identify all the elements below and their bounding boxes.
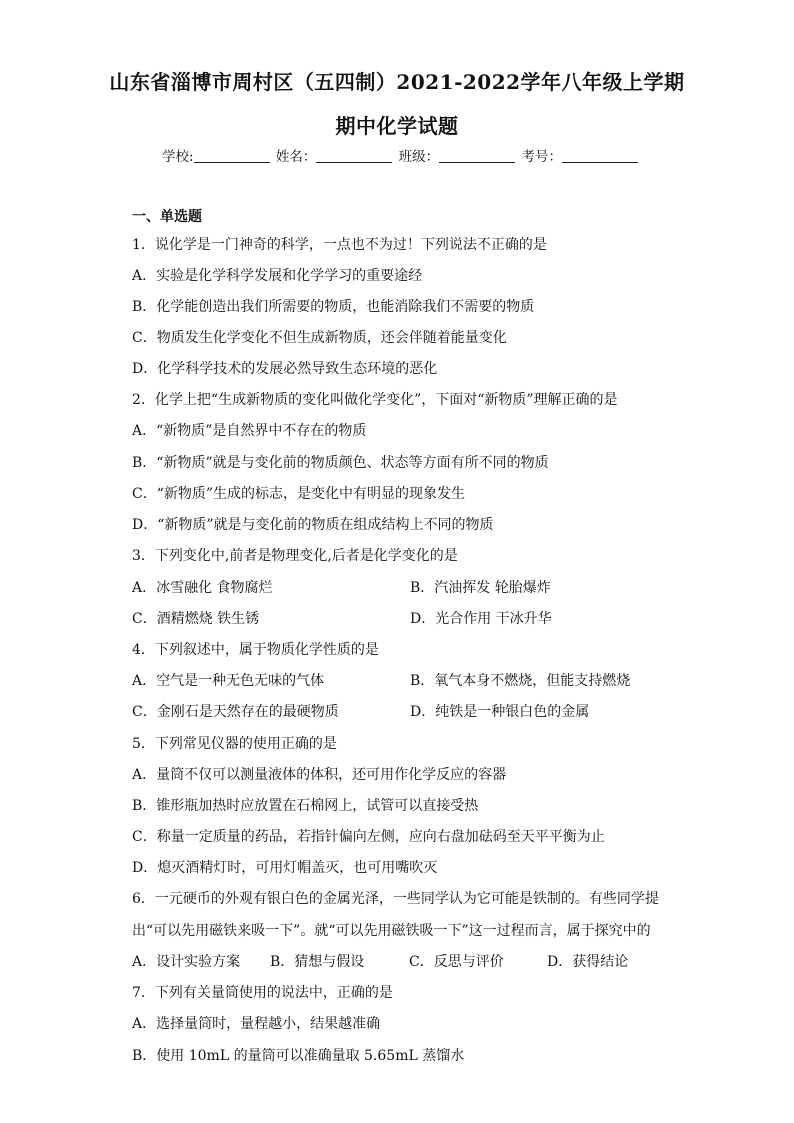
exam-title-line2: 期中化学试题 <box>335 114 459 138</box>
number-blank[interactable] <box>562 149 638 163</box>
school-label: 学校: <box>162 149 194 165</box>
question-4-option-b: B．氧气本身不燃烧，但能支持燃烧 <box>410 673 631 689</box>
exam-title-line1: 山东省淄博市周村区（五四制）2021-2022学年八年级上学期 <box>109 70 685 94</box>
question-3-stem: 3．下列变化中,前者是物理变化,后者是化学变化的是 <box>132 548 458 564</box>
question-2-option-c: C．“新物质”生成的标志，是变化中有明显的现象发生 <box>132 486 466 502</box>
name-label: 姓名： <box>275 149 317 165</box>
section-heading: 一、单选题 <box>132 209 202 225</box>
question-1-option-a: A．实验是化学科学发展和化学学习的重要途经 <box>132 268 423 284</box>
question-6-option-d: D．获得结论 <box>547 954 629 970</box>
school-blank[interactable] <box>194 149 270 163</box>
student-info-row <box>162 145 640 165</box>
question-1-option-c: C．物质发生化学变化不但生成新物质，还会伴随着能量变化 <box>132 330 507 346</box>
number-label: 考号： <box>521 149 562 165</box>
question-2-option-a: A．“新物质”是自然界中不存在的物质 <box>132 423 367 439</box>
question-6-stem: 6．一元硬币的外观有银白色的金属光泽，一些同学认为它可能是铁制的。有些同学提 <box>132 891 659 907</box>
question-4-option-d: D．纯铁是一种银白色的金属 <box>410 704 590 720</box>
question-6-stem-continued: 出“可以先用磁铁来吸一下”。就“可以先用磁铁吸一下”这一过程而言，属于探究中的 <box>132 923 651 939</box>
name-blank[interactable] <box>316 149 392 163</box>
question-5-option-a: A．量筒不仅可以测量液体的体积，还可用作化学反应的容器 <box>132 767 507 783</box>
question-5-stem: 5．下列常见仪器的使用正确的是 <box>132 736 337 752</box>
question-4-option-a: A．空气是一种无色无味的气体 <box>132 673 325 689</box>
question-1-option-b: B．化学能创造出我们所需要的物质，也能消除我们不需要的物质 <box>132 299 535 315</box>
question-7-option-a: A．选择量筒时，量程越小，结果越准确 <box>132 1016 381 1032</box>
question-5-option-c: C．称量一定质量的药品，若指针偏向左侧，应向右盘加砝码至天平平衡为止 <box>132 829 605 845</box>
question-6-option-c: C．反思与评价 <box>409 954 504 970</box>
question-5-option-b: B．锥形瓶加热时应放置在石棉网上，试管可以直接受热 <box>132 798 479 814</box>
question-7-stem: 7．下列有关量筒使用的说法中，正确的是 <box>132 985 393 1001</box>
question-2-option-b: B．“新物质”就是与变化前的物质颜色、状态等方面有所不同的物质 <box>132 455 549 471</box>
question-6-options-row <box>132 951 628 971</box>
question-1-stem: 1．说化学是一门神奇的科学，一点也不为过！下列说法不正确的是 <box>132 237 547 253</box>
question-4-stem: 4．下列叙述中，属于物质化学性质的是 <box>132 642 379 658</box>
question-6-option-b: B．猜想与假设 <box>270 954 365 970</box>
question-3-option-b: B．汽油挥发 轮胎爆炸 <box>410 580 551 596</box>
question-2-stem: 2．化学上把“生成新物质的变化叫做化学变化”，下面对“新物质”理解正确的是 <box>132 392 618 408</box>
class-label: 班级： <box>398 149 440 165</box>
question-1-option-d: D．化学科学技术的发展必然导致生态环境的恶化 <box>132 361 438 377</box>
question-6-option-a: A．设计实验方案 <box>132 954 241 970</box>
question-3-option-a: A．冰雪融化 食物腐烂 <box>132 580 273 596</box>
question-2-option-d: D．“新物质”就是与变化前的物质在组成结构上不同的物质 <box>132 517 494 533</box>
class-blank[interactable] <box>439 149 515 163</box>
question-5-option-d: D．熄灭酒精灯时，可用灯帽盖灭，也可用嘴吹灭 <box>132 860 438 876</box>
question-3-option-d: D．光合作用 干冰升华 <box>410 611 552 627</box>
question-4-option-c: C．金刚石是天然存在的最硬物质 <box>132 704 339 720</box>
question-7-option-b: B．使用 10mL 的量筒可以准确量取 5.65mL 蒸馏水 <box>132 1048 465 1064</box>
question-3-option-c: C．酒精燃烧 铁生锈 <box>132 611 260 627</box>
